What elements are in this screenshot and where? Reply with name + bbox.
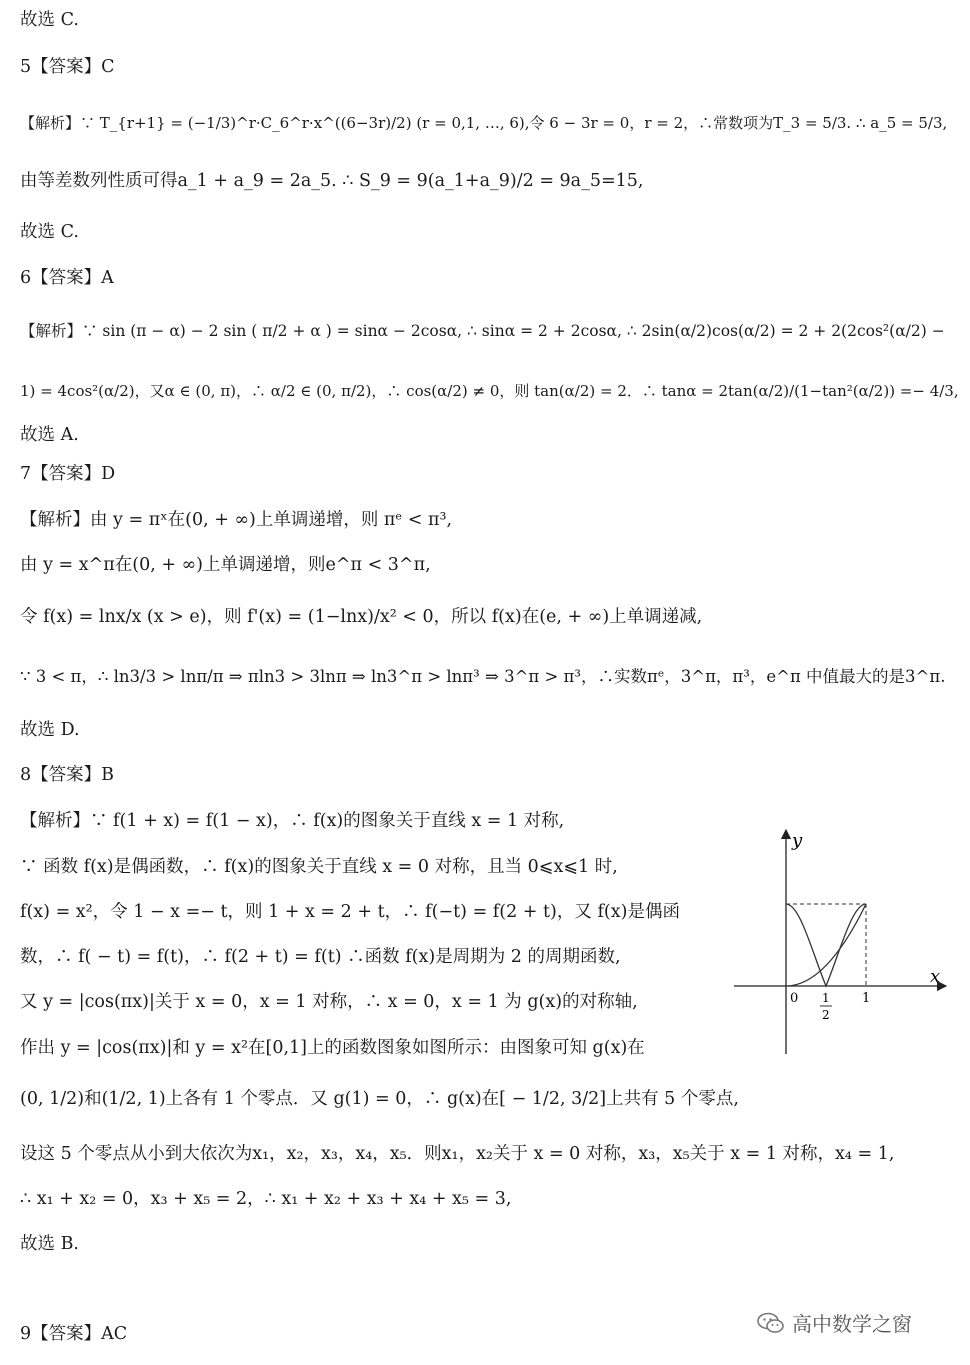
x-axis-label: x — [930, 966, 941, 987]
text-line: 5【答案】C — [20, 57, 115, 77]
text-line: 9【答案】AC — [20, 1324, 128, 1344]
watermark-text: 高中数学之窗 — [792, 1312, 912, 1336]
watermark — [756, 1308, 912, 1337]
text-line: 故选 D. — [20, 720, 80, 740]
text-line: 故选 B. — [20, 1234, 79, 1254]
text-line: 【解析】∵ sin (π − α) − 2 sin ( π/2 + α ) = sinα − 2cosα, ∴ sinα = 2 + 2cosα, ∴ 2sin(α/2)cos(α/2) = 2 + 2(2cos²(α/2) − — [20, 322, 945, 340]
text-line: 故选 A. — [20, 425, 79, 445]
text-line: 又 y = |cos(πx)|关于 x = 0，x = 1 对称，∴ x = 0，x = 1 为 g(x)的对称轴, — [20, 992, 638, 1012]
text-line: 6【答案】A — [20, 268, 114, 288]
one-label: 1 — [862, 991, 871, 1006]
function-graph — [728, 822, 960, 1062]
half-denominator: 2 — [822, 1008, 830, 1022]
text-line: 1) = 4cos²(α/2)，又α ∈ (0, π)，∴ α/2 ∈ (0, π/2)，∴ cos(α/2) ≠ 0，则 tan(α/2) = 2．∴ tanα = 2tan(α/2)/(1−tan²(α/2)) =− 4/3, — [20, 382, 959, 400]
text-line: 数，∴ f( − t) = f(t)，∴ f(2 + t) = f(t) ∴函数 f(x)是周期为 2 的周期函数, — [20, 947, 621, 967]
origin-label: 0 — [790, 991, 799, 1006]
text-line: ∵ 3 < π，∴ ln3/3 > lnπ/π ⇒ πln3 > 3lnπ ⇒ ln3^π > lnπ³ ⇒ 3^π > π³，∴实数πᵉ，3^π，π³，e^π 中值最大的是3^π. — [20, 667, 946, 686]
text-line: 8【答案】B — [20, 765, 114, 785]
text-line: 7【答案】D — [20, 464, 116, 484]
half-numerator: 1 — [822, 991, 830, 1005]
text-line: 【解析】∵ f(1 + x) = f(1 − x)，∴ f(x)的图象关于直线 x = 1 对称, — [20, 811, 565, 831]
text-line: 由等差数列性质可得a_1 + a_9 = 2a_5. ∴ S_9 = 9(a_1+a_9)/2 = 9a_5=15, — [20, 171, 644, 191]
cos-curve — [786, 904, 866, 986]
text-line: 【解析】∵ T_{r+1} = (−1/3)^r·C_6^r·x^((6−3r)/2) (r = 0,1, …, 6),令 6 − 3r = 0，r = 2，∴常数项为T_3 = 5/3. ∴ a_5 = 5/3, — [20, 114, 948, 132]
text-line: 令 f(x) = lnx/x (x > e)，则 f'(x) = (1−lnx)/x² < 0，所以 f(x)在(e, + ∞)上单调递减, — [20, 607, 703, 627]
wechat-icon — [756, 1312, 786, 1334]
text-line: 由 y = x^π在(0, + ∞)上单调递增，则e^π < 3^π, — [20, 555, 431, 575]
text-line: (0, 1/2)和(1/2, 1)上各有 1 个零点．又 g(1) = 0，∴ g(x)在[ − 1/2, 3/2]上共有 5 个零点, — [20, 1089, 739, 1109]
text-line: 【解析】由 y = πˣ在(0, + ∞)上单调递增，则 πᵉ < π³, — [20, 510, 453, 530]
text-line: 故选 C. — [20, 222, 79, 242]
text-line: 设这 5 个零点从小到大依次为x₁，x₂，x₃，x₄，x₅．则x₁，x₂关于 x = 0 对称，x₃，x₅关于 x = 1 对称，x₄ = 1, — [20, 1144, 895, 1164]
text-line: ∵ 函数 f(x)是偶函数，∴ f(x)的图象关于直线 x = 0 对称，且当 0⩽x⩽1 时, — [20, 857, 618, 877]
y-axis-label: y — [792, 830, 803, 851]
text-line: 故选 C. — [20, 10, 79, 30]
text-line: ∴ x₁ + x₂ = 0，x₃ + x₅ = 2，∴ x₁ + x₂ + x₃ + x₄ + x₅ = 3, — [20, 1189, 512, 1209]
text-line: f(x) = x²，令 1 − x =− t，则 1 + x = 2 + t，∴ f(−t) = f(2 + t)，又 f(x)是偶函 — [20, 902, 680, 922]
text-line: 作出 y = |cos(πx)|和 y = x²在[0,1]上的函数图象如图所示：由图象可知 g(x)在 — [20, 1038, 645, 1058]
